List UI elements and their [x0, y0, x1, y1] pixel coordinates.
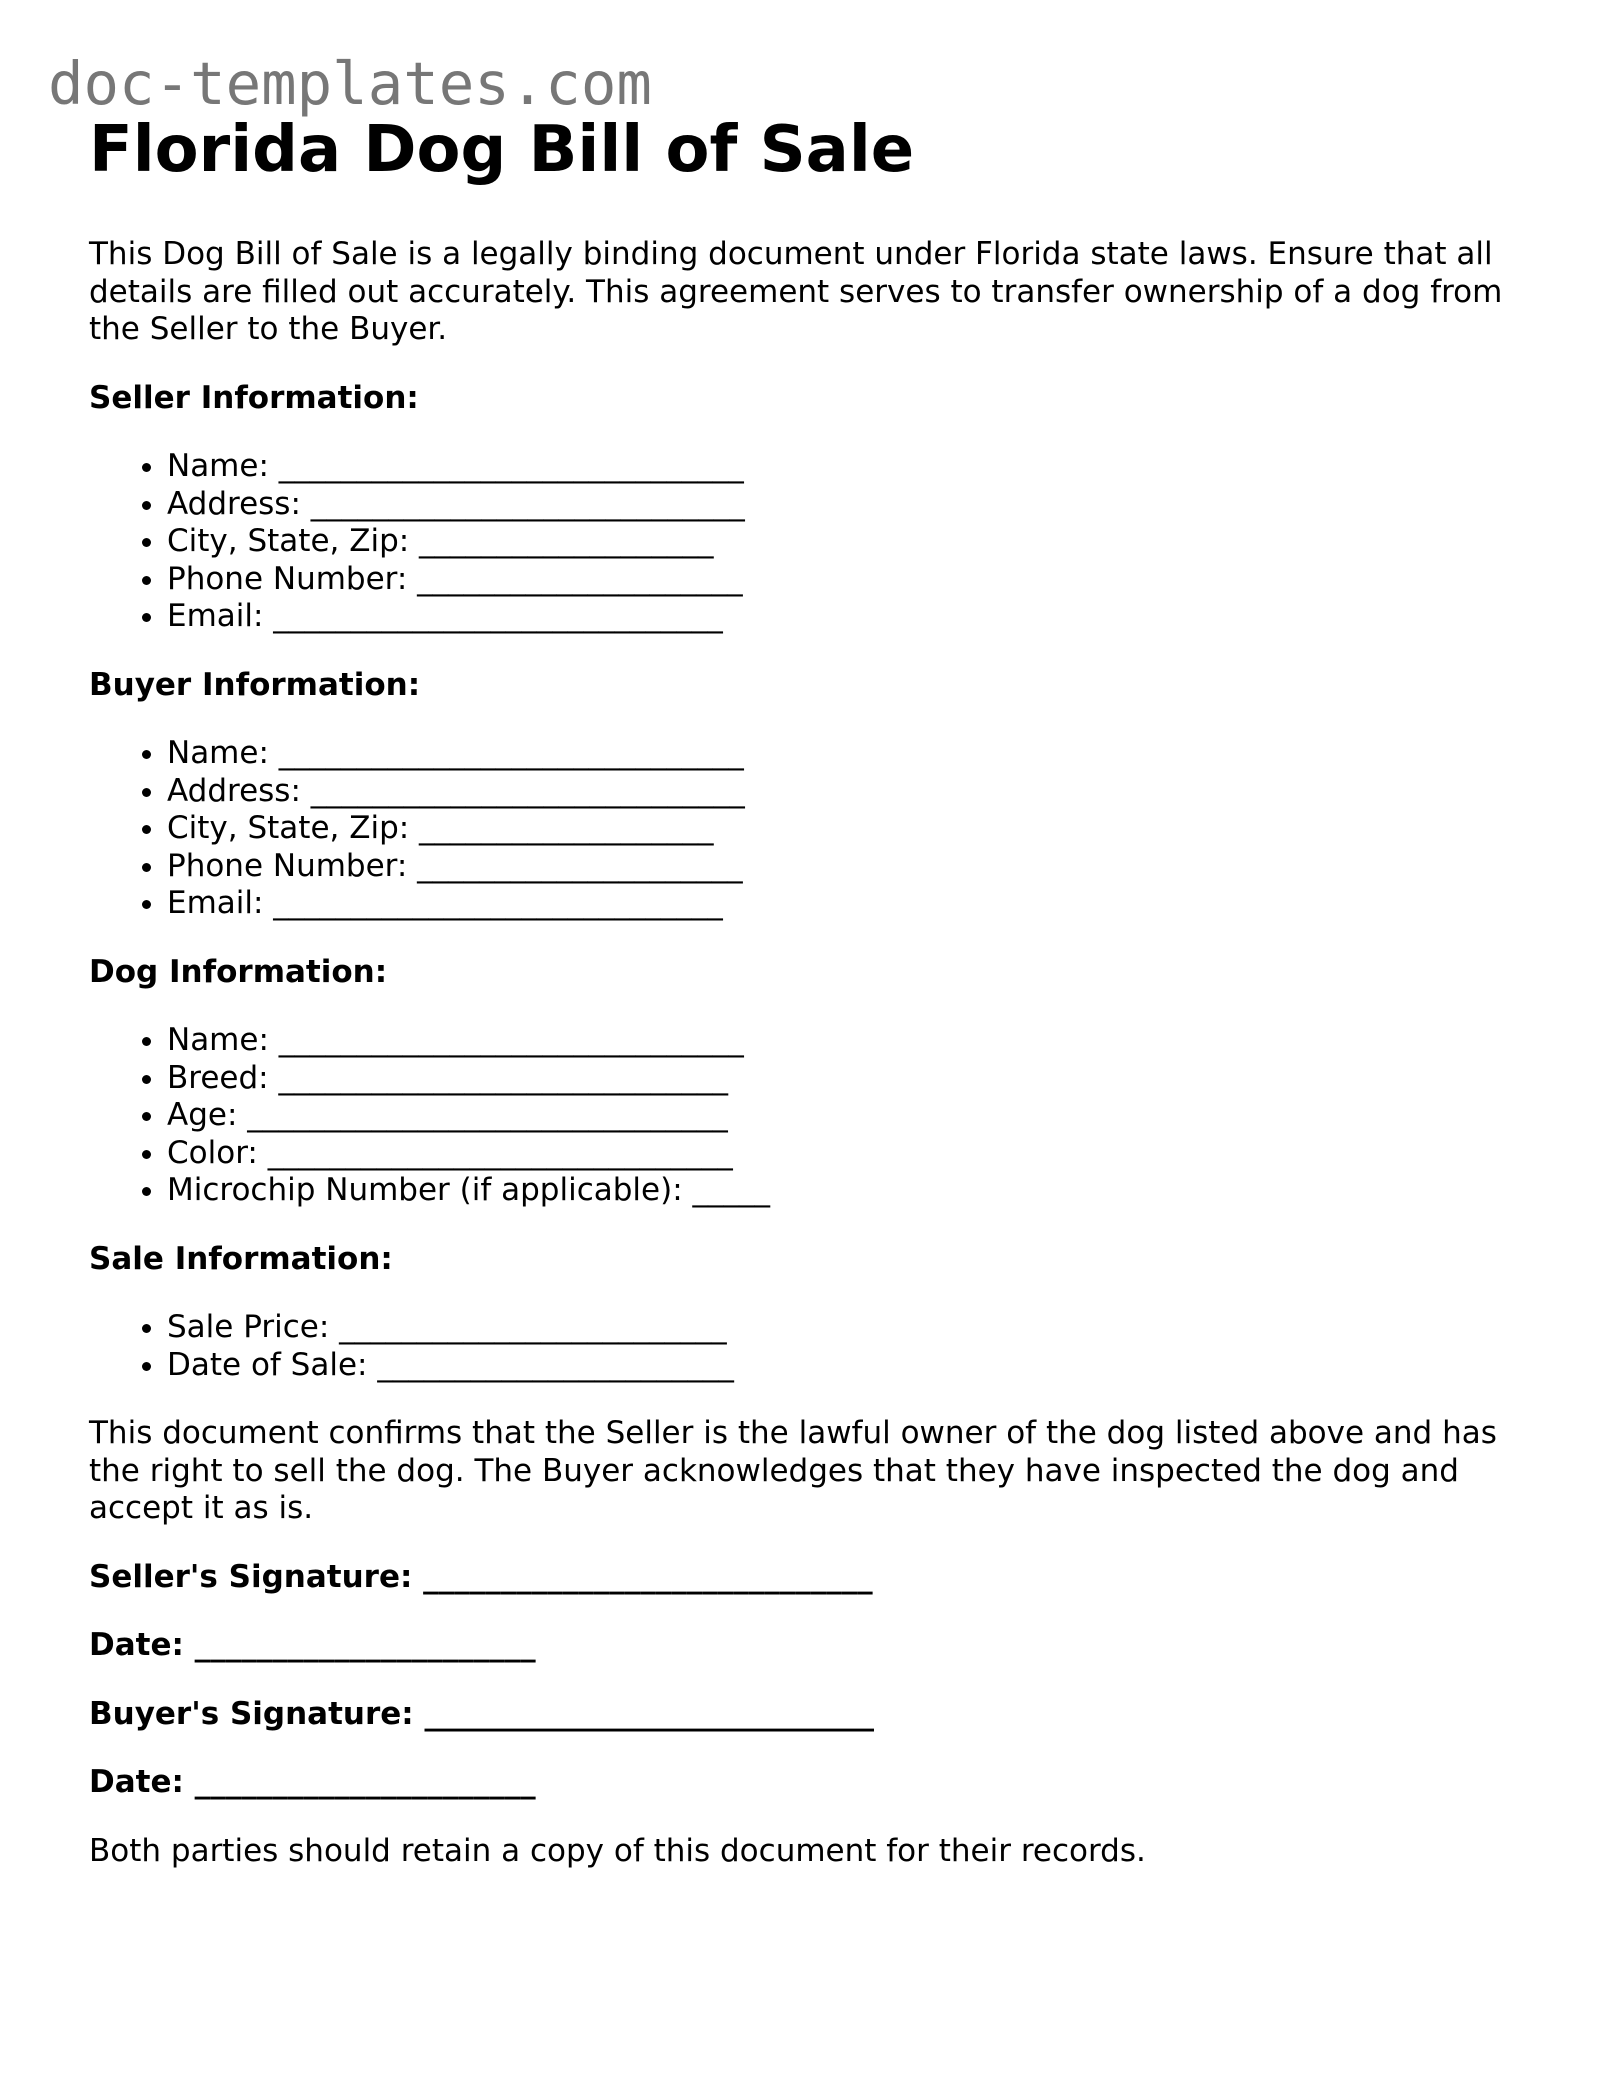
buyer-address-field: • Address: ____________________________ — [167, 773, 1529, 811]
intro-paragraph: This Dog Bill of Sale is a legally binding document under Florida state laws. Ensure that all details are filled out accurately. This agreement serves to transfer ownership of a dog from the Seller to the Buyer. — [89, 236, 1503, 347]
dog-name-field: • Name: ______________________________ — [167, 1022, 1529, 1060]
buyer-info-list — [89, 735, 1529, 923]
seller-address-field: • Address: ____________________________ — [167, 486, 1529, 524]
seller-phone-field: • Phone Number: _____________________ — [167, 561, 1529, 599]
buyer-email-field: • Email: _____________________________ — [167, 885, 1529, 923]
watermark: doc-templates.com — [48, 49, 652, 118]
document-title: Florida Dog Bill of Sale — [89, 113, 915, 187]
sale-info-list — [89, 1309, 1529, 1384]
seller-city-state-zip-field: • City, State, Zip: ___________________ — [167, 523, 1529, 561]
seller-signature-line: Seller's Signature: _____________________________ — [89, 1558, 873, 1595]
seller-info-list — [89, 448, 1529, 636]
document-body — [89, 110, 1529, 1870]
seller-name-field: • Name: ______________________________ — [167, 448, 1529, 486]
dog-info-list — [89, 1022, 1529, 1210]
closing-paragraph: This document confirms that the Seller is the lawful owner of the dog listed above and has the right to sell the dog. The Buyer acknowledges that they have inspected the dog and accept it as is. — [89, 1415, 1497, 1526]
seller-date-line: Date: ______________________ — [89, 1627, 536, 1663]
dog-age-field: • Age: _______________________________ — [167, 1097, 1529, 1135]
seller-email-field: • Email: _____________________________ — [167, 598, 1529, 636]
dog-microchip-field: • Microchip Number (if applicable): _____ — [167, 1172, 1529, 1210]
sale-section-heading: Sale Information: — [89, 1240, 393, 1277]
buyer-section-heading: Buyer Information: — [89, 666, 421, 703]
buyer-city-state-zip-field: • City, State, Zip: ___________________ — [167, 810, 1529, 848]
buyer-signature-line: Buyer's Signature: _____________________________ — [89, 1695, 874, 1732]
seller-section-heading: Seller Information: — [89, 379, 419, 416]
final-note: Both parties should retain a copy of this document for their records. — [89, 1832, 1146, 1869]
dog-breed-field: • Breed: _____________________________ — [167, 1060, 1529, 1098]
sale-date-field: • Date of Sale: _______________________ — [167, 1347, 1529, 1385]
sale-price-field: • Sale Price: _________________________ — [167, 1309, 1529, 1347]
dog-section-heading: Dog Information: — [89, 953, 388, 990]
buyer-phone-field: • Phone Number: _____________________ — [167, 848, 1529, 886]
buyer-name-field: • Name: ______________________________ — [167, 735, 1529, 773]
buyer-date-line: Date: ______________________ — [89, 1764, 536, 1800]
dog-color-field: • Color: ______________________________ — [167, 1135, 1529, 1173]
